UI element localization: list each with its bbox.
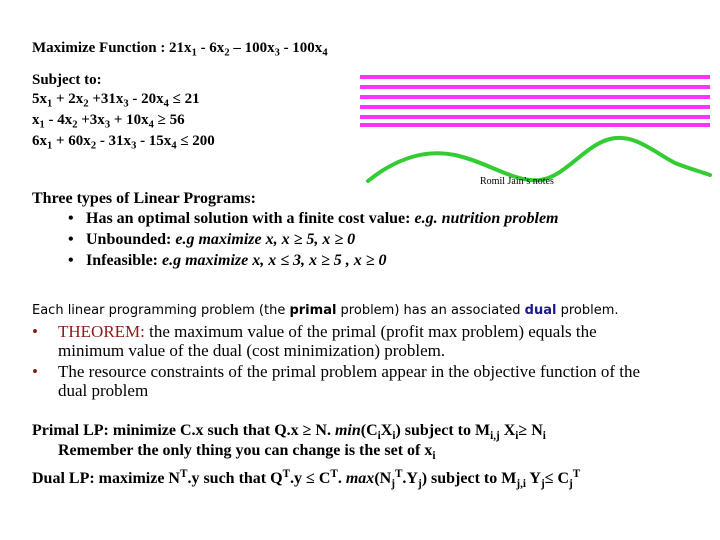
primal-lp: Primal LP: minimize C.x such that Q.x ≥ N. $\min(C_iX_i)$ subject to $M_{i,j}$ $X_i\ge N_i$ Remember the only thing you can change is the set of $x_i$ — [32, 422, 546, 462]
types-heading: Three types of Linear Programs: — [32, 190, 256, 207]
types-list — [68, 210, 559, 273]
list-item: • Infeasible: e.g maximize x, x ≤ 3, x ≥ 5 , x ≥ 0 — [68, 252, 387, 269]
magenta-stripes — [360, 75, 710, 127]
list-item: • Unbounded: e.g maximize x, x ≥ 5, x ≥ 0 — [68, 231, 356, 248]
dual-lp: Dual LP: maximize $N^T.y$ such that $Q^T.y \le C^T$. $\max(N_j^T.Y_j)$ subject to $M_{j,i}$ $Y_j\le C_j^T$ — [32, 467, 581, 490]
constraint-row: $5x_1 + 2x_2 +31x_3 - 20x_4 \le 21$ — [32, 91, 200, 110]
notes-credit: Romil Jain’s notes — [480, 176, 554, 187]
constraints-heading: Subject to: — [32, 72, 102, 88]
constraint-row: $6x_1 + 60x_2 - 31x_3 - 15x_4 \le 200$ — [32, 133, 215, 152]
primal-dual-note: Each linear programming problem (the primal problem) has an associated dual problem. — [32, 303, 619, 318]
constraint-row: $x_1 - 4x_2 +3x_3 + 10x_4 \ge 56$ — [32, 112, 185, 131]
constraints-block — [32, 72, 215, 154]
objective-function: Maximize Function : $21x_1 - 6x_2 - 100x_3 - 100x_4$ — [32, 40, 328, 59]
list-item: • Has an optimal solution with a finite cost value: e.g. nutrition problem — [68, 210, 559, 227]
